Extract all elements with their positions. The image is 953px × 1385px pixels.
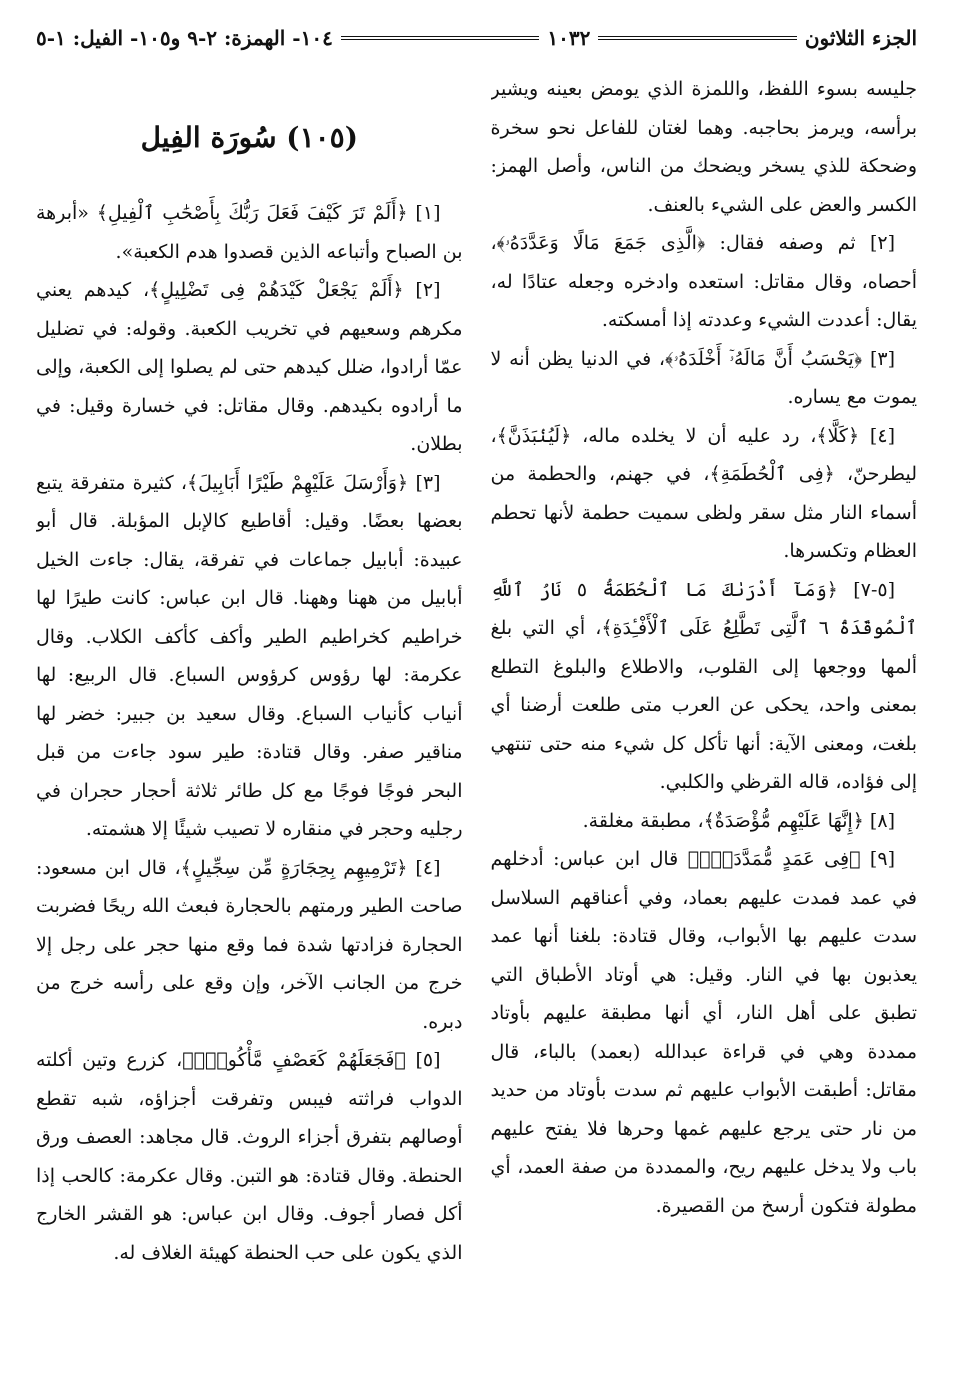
running-header bbox=[36, 18, 917, 58]
paragraph: [٣] ﴿يَحْسَبُ أَنَّ مَالَهُۥٓ أَخْلَدَهُۥ﴾، في الدنيا يظن أنه لا يموت مع يساره. bbox=[490, 347, 917, 408]
paragraph: [٨] ﴿إِنَّهَا عَلَيْهِم مُّؤْصَدَةٌ﴾، مطبقة مغلقة. bbox=[582, 809, 895, 832]
page-number: ١٠٣٢ bbox=[547, 26, 591, 50]
left-column bbox=[36, 70, 463, 1365]
paragraph: [٤] ﴿تَرْمِيهِم بِحِجَارَةٍ مِّن سِجِّيلٍ﴾، قال ابن مسعود: صاحت الطير ورمتهم بالحجارة فبعث الله ريحًا فضربت الحجارة فزادتها شدة فما وقع منها حجر على رجل إلا خرج من الجانب الآخر، وإن وقع على رأسه خرج من دبره. bbox=[36, 856, 463, 1033]
paragraph: [٢] ﴿أَلَمْ يَجْعَلْ كَيْدَهُمْ فِى تَضْلِيلٍ﴾، كيدهم يعني مكرهم وسعيهم في تخريب الكعبة. وقوله: في تضليل عمّا أرادوا، ضلل كيدهم حتى لم يصلوا إلى الكعبة، وإلى ما أرادوه بكيدهم. وقال مقاتل: في خسارة وقيل: في بطلان. bbox=[36, 279, 463, 455]
right-column bbox=[491, 70, 918, 1365]
header-rule bbox=[341, 36, 540, 40]
paragraph: [٤] ﴿كَلَّا﴾، رد عليه أن لا يخلده ماله، ﴿لَيُنۢبَذَنَّ﴾، ليطرحنّ، ﴿فِى ٱلْحُطَمَةِ﴾، في جهنم، والحطمة من أسماء النار مثل سقر ولظى سميت حطمة لأنها تحطم العظام وتكسرها. bbox=[490, 424, 917, 562]
paragraph: [١] ﴿أَلَمْ تَرَ كَيْفَ فَعَلَ رَبُّكَ بِأَصْحَٰبِ ٱلْفِيلِ﴾ «أبرهة بن الصباح وأتباعه الذين قصدوا هدم الكعبة». bbox=[36, 202, 463, 263]
header-rule bbox=[598, 36, 797, 40]
paragraph: [٥] ﴿فَجَعَلَهُمْ كَعَصْفٍ مَّأْكُولٍۭ﴾، كزرع وتين أكلته الدواب فراثته فيبس وتفرقت أجزاؤه، شبه تقطع أوصالهم بتفرق أجزاء الروث. قال مجاهد: العصف ورق الحنطة. وقال قتادة: هو التبن. وقال عكرمة: كالحب إذا أكل فصار أجوف. وقال ابن عباس: هو القشر الخارج الذي يكون على حب الحنطة كهيئة الغلاف له. bbox=[36, 1049, 463, 1264]
text-columns bbox=[36, 70, 917, 1365]
header-section-range: ١٠٤- الهمزة: ٢-٩ و١٠٥- الفيل: ١-٥ bbox=[35, 26, 333, 50]
paragraph: [٣] ﴿وَأَرْسَلَ عَلَيْهِمْ طَيْرًا أَبَابِيلَ﴾، كثيرة متفرقة يتبع بعضها بعضًا. وقيل: أقاطيع كالإبل المؤبلة. قال أبو عبيدة: أبابيل جماعات في تفرقة، يقال: جاءت الخيل أبابيل من ههنا وههنا. قال ابن عباس: كانت طيرًا لها خراطيم كخراطيم الطير وأكف كأكف الكلاب. وقال عكرمة: لها رؤوس كرؤوس السباع. قال الربيع: لها أنياب كأنياب السباع. وقال سعيد بن جبير: خضر لها مناقير صفر. وقال قتادة: طير سود جاءت من قبل البحر فوجًا فوجًا مع كل طائر ثلاثة أحجار حجران في رجليه وحجر في منقاره لا تصيب شيئًا إلا هشمته. bbox=[36, 471, 463, 840]
surah-title: (١٠٥) سُورَة الفِيل bbox=[140, 121, 358, 154]
paragraph: [٢] ثم وصفه فقال: ﴿الَّذِى جَمَعَ مَالًا وَعَدَّدَهُۥ﴾، أحصاه، وقال مقاتل: استعده وادخره وجعله عتادًا له، يقال: أعددت الشيء وعددته إذا أمسكته. bbox=[490, 232, 917, 331]
header-part-title: الجزء الثلاثون bbox=[804, 26, 917, 50]
paragraph: [٥-٧] ﴿وَمَآ أَدْرَىٰكَ مَا ٱلْحُطَمَةُ ٥ نَارُ ٱللَّهِ ٱلْمُوقَدَةُ ٦ ٱلَّتِى تَطَّلِعُ عَلَى ٱلْأَفْـِٔدَةِ﴾، أي التي بلغ ألمها ووجعها إلى القلوب، والاطلاع والبلوغ التطلع بمعنى واحد، يحكى عن العرب متى طلعت أرضنا أي بلغت، ومعنى الآية: أنها تأكل كل شيء منه حتى تنتهي إلى فؤاده، قاله القرظي والكلبي. bbox=[490, 578, 917, 793]
paragraph: [٩] ﴿فِى عَمَدٍ مُّمَدَّدَةٍۭ﴾ قال ابن عباس: أدخلهم في عمد فمدت عليهم بعماد، وفي أعناقهم السلاسل سدت عليهم بها الأبواب، وقال قتادة: بلغنا أنها عمد يعذبون بها في النار. وقيل: هي أوتاد الأطباق التي تطبق على أهل النار، أي أنها مطبقة عليهم بأوتاد ممددة وهي في قراءة عبدالله (بعمد) بالباء، قال مقاتل: أطبقت الأبواب عليهم ثم سدت بأوتاد من حديد من نار حتى يرجع عليهم غمها وحرها فلا يفتح عليهم باب ولا يدخل عليهم ريح، والممددة من صفة العمد، أي مطولة فتكون أرسخ من القصيرة. bbox=[490, 848, 917, 1217]
paragraph: جليسه بسوء اللفظ، واللمزة الذي يومض بعينه ويشير برأسه، ويرمز بحاجبه. وهما لغتان للفاعل نحو سخرة وضحكة للذي يسخر ويضحك من الناس، وأصل الهمز: الكسر والعض على الشيء بالعنف. bbox=[490, 78, 917, 216]
